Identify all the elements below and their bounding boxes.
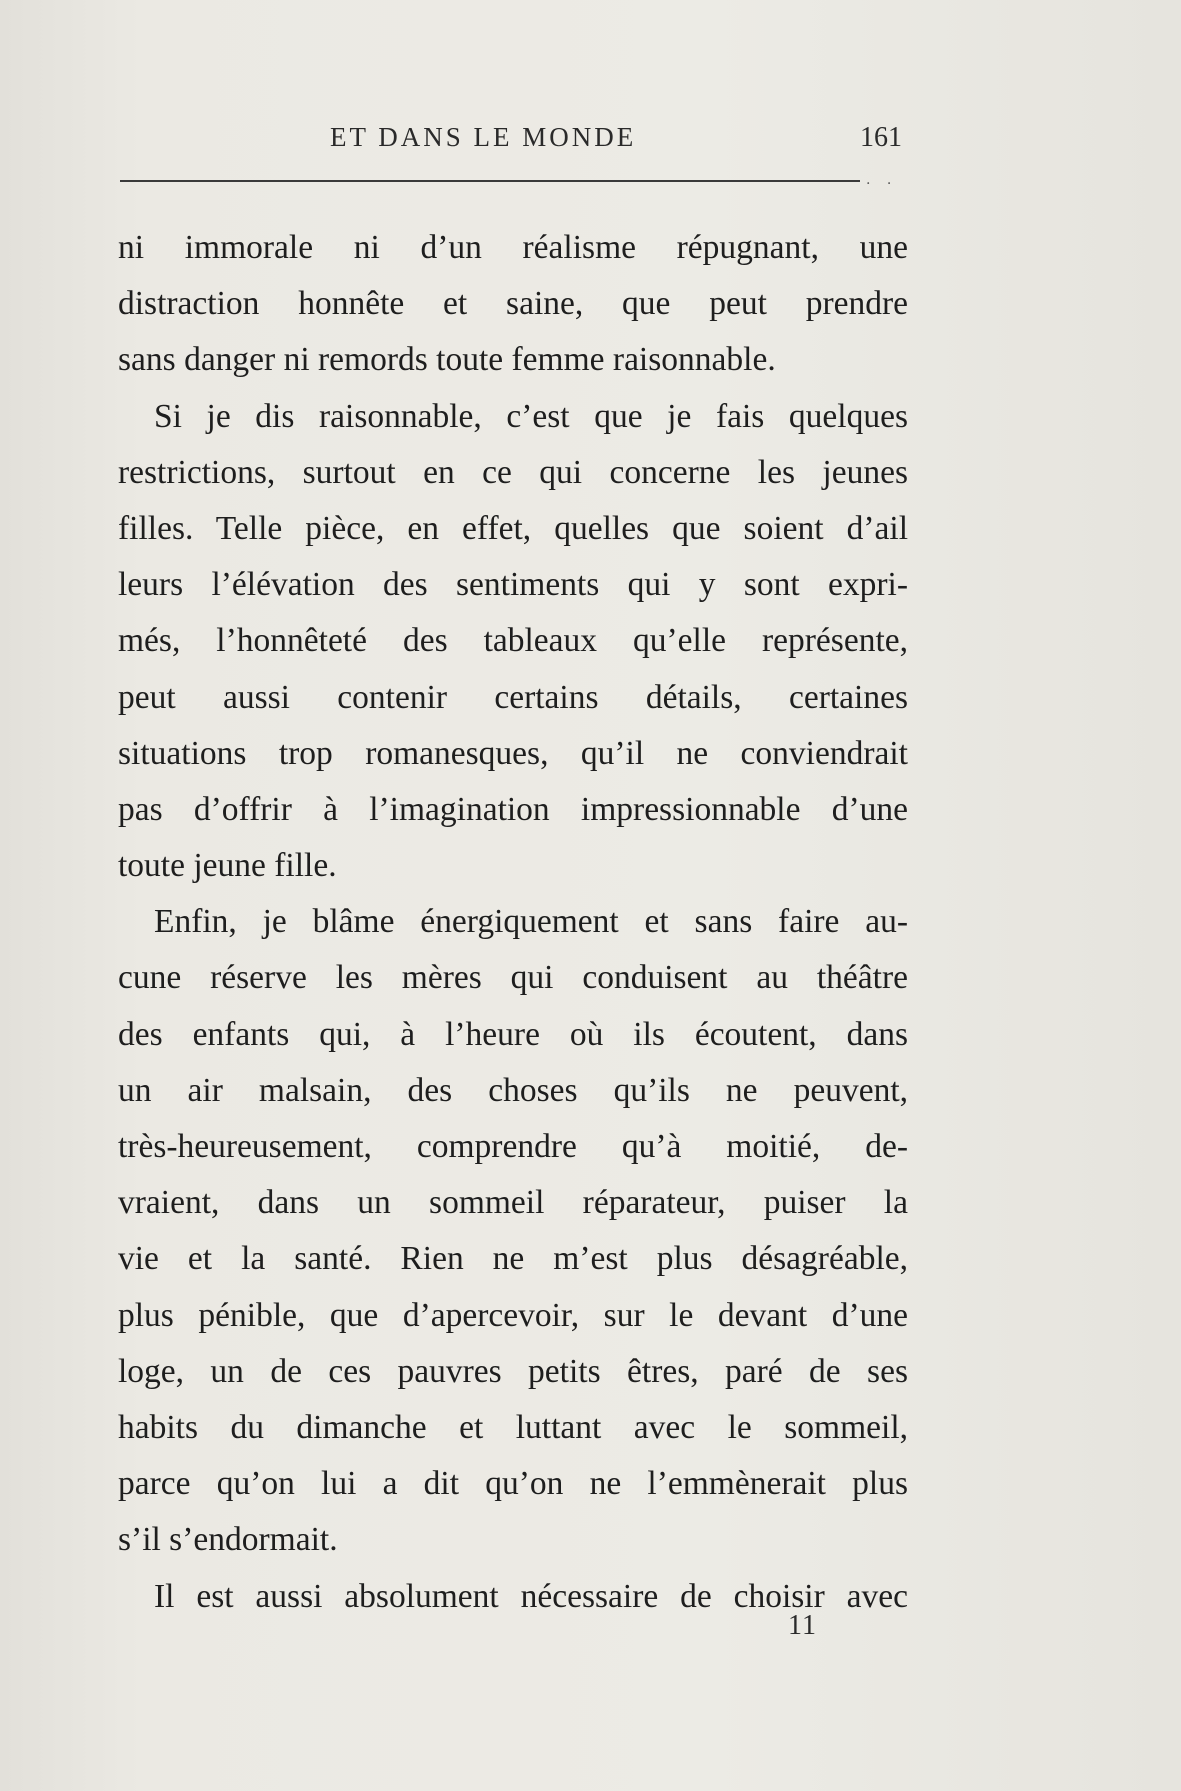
header-rule bbox=[120, 180, 860, 182]
text-line: habits du dimanche et luttant avec le sommeil, bbox=[118, 1408, 908, 1446]
text-line: ni immorale ni d’un réalisme répugnant, une bbox=[118, 229, 908, 266]
text-line: leurs l’élévation des sentiments qui y sont expri- bbox=[118, 566, 908, 604]
text-line: très-heureusement, comprendre qu’à moitié, de- bbox=[118, 1128, 908, 1165]
text-line: pas d’offrir à l’imagination impressionnable d’une bbox=[118, 790, 908, 828]
signature-mark: 11 bbox=[788, 1610, 817, 1641]
running-head bbox=[118, 122, 908, 162]
text-line: s’il s’endormait. bbox=[118, 1521, 338, 1559]
paragraph-start-line: Enfin, je blâme énergiquement et sans faire au- bbox=[154, 903, 908, 941]
header-rule-dots: . . bbox=[866, 172, 898, 188]
text-line: vie et la santé. Rien ne m’est plus désagréable, bbox=[118, 1240, 908, 1278]
text-line: parce qu’on lui a dit qu’on ne l’emmènerait plus bbox=[118, 1465, 908, 1503]
text-line: distraction honnête et saine, que peut prendre bbox=[118, 285, 908, 323]
text-line: toute jeune fille. bbox=[118, 847, 337, 885]
text-line: peut aussi contenir certains détails, certaines bbox=[118, 678, 908, 716]
text-line: més, l’honnêteté des tableaux qu’elle représente, bbox=[118, 622, 908, 660]
text-line: loge, un de ces pauvres petits êtres, paré de ses bbox=[118, 1352, 908, 1390]
text-line: un air malsain, des choses qu’ils ne peuvent, bbox=[118, 1071, 908, 1109]
paragraph-start-line: Il est aussi absolument nécessaire de choisir avec bbox=[154, 1577, 908, 1615]
body-text bbox=[118, 220, 908, 1625]
text-line: plus pénible, que d’apercevoir, sur le devant d’une bbox=[118, 1296, 908, 1334]
text-line: vraient, dans un sommeil réparateur, puiser la bbox=[118, 1184, 908, 1222]
text-line: situations trop romanesques, qu’il ne conviendrait bbox=[118, 734, 908, 772]
text-line: cune réserve les mères qui conduisent au théâtre bbox=[118, 959, 908, 997]
running-title: ET DANS LE MONDE bbox=[330, 122, 637, 152]
text-line: filles. Telle pièce, en effet, quelles que soient d’ail bbox=[118, 509, 908, 547]
text-line: des enfants qui, à l’heure où ils écoutent, dans bbox=[118, 1015, 908, 1053]
text-line: sans danger ni remords toute femme raisonnable. bbox=[118, 341, 776, 379]
page-number: 161 bbox=[860, 122, 902, 153]
text-line: restrictions, surtout en ce qui concerne les jeunes bbox=[118, 453, 908, 491]
paragraph-start-line: Si je dis raisonnable, c’est que je fais quelques bbox=[154, 397, 908, 435]
